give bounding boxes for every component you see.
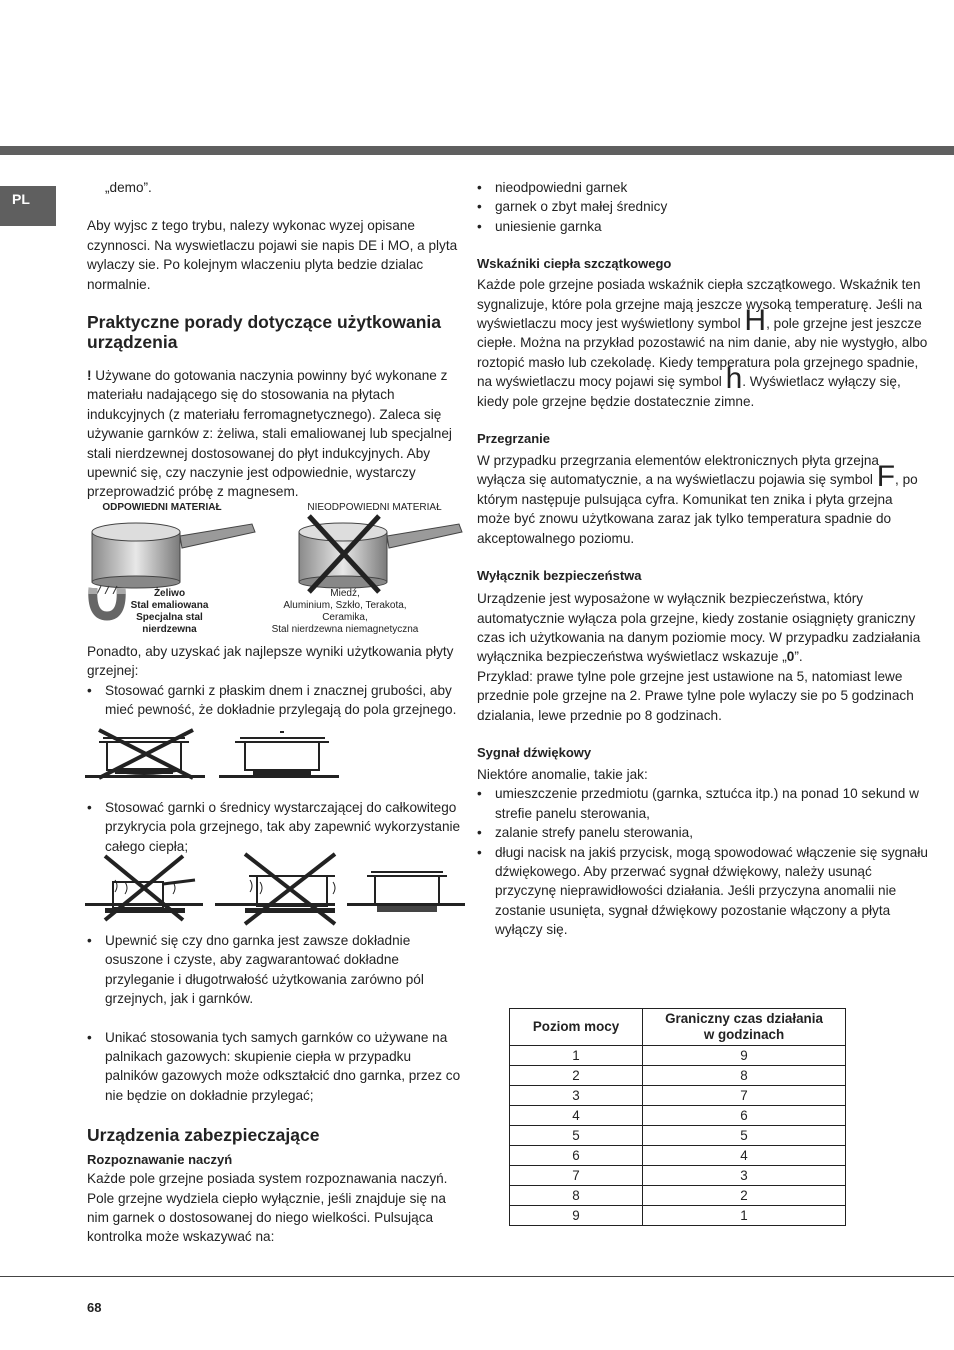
table-row xyxy=(510,1186,846,1206)
cell-level: 4 xyxy=(510,1106,643,1126)
switch-text-b: ”. xyxy=(794,649,803,665)
symbol-H: H xyxy=(744,304,767,338)
left-column xyxy=(87,178,465,502)
symbol-F: F xyxy=(876,460,896,494)
list-item: • zalanie strefy panelu sterowania, xyxy=(477,823,929,842)
material-figure xyxy=(87,500,467,640)
list-item: • garnek o zbyt małej średnicy xyxy=(477,197,929,216)
example-paragraph: Przyklad: prawe tylne pole grzejne jest ustawione na 5, natomiast lewe przednie pole grzejne na 2. Prawe tylne pole wylaczy sie po 5 godzinach dzialania, lewe przednie po 8 godzinach. xyxy=(477,668,914,723)
section-heading-tips: Praktyczne porady dotyczące użytkowania urządzenia xyxy=(87,312,442,353)
residual-text-a: Każde pole grzejne posiada wskaźnik ciepła szczątkowego. Wskaźnik ten sygnalizuje, które pola grzejne mają jeszcze wysoką temperaturę. Jeśli na wyświetlaczu mocy jest wyświetlony symbol xyxy=(477,277,923,332)
page-number: 68 xyxy=(87,1300,102,1315)
symbol-h: h xyxy=(725,362,743,396)
table-header-row xyxy=(510,1009,846,1046)
list-item: • uniesienie garnka xyxy=(477,217,929,236)
subheading-overheat: Przegrzanie xyxy=(477,431,550,447)
subheading-sound: Sygnał dźwiękowy xyxy=(477,744,592,760)
pots-illustration xyxy=(87,514,467,594)
unsuitable-material-title: NIEODPOWIEDNI MATERIAŁ xyxy=(307,502,442,513)
power-limit-table xyxy=(509,1008,846,1226)
material-item: Stal emaliowana xyxy=(130,600,209,611)
material-item: Aluminium, Szkło, Terakota, xyxy=(283,600,407,611)
suitable-materials-list xyxy=(117,588,222,636)
cell-hours: 7 xyxy=(643,1086,846,1106)
table-row xyxy=(510,1146,846,1166)
bad-pot-icon xyxy=(85,730,205,778)
exit-demo-paragraph: Aby wyjsc z tego trybu, nalezy wykonac wyzej opisane czynnosci. Na wyswietlaczu pojawi sie napis DE i MO, a plyta wylaczy sie. Po kolejnym wlaczeniu plyta bedzie dzialac normalnie. xyxy=(87,218,458,292)
material-item: Stal nierdzewna niemagnetyczna xyxy=(271,624,419,635)
tips-text: Używane do gotowania naczynia powinny być wykonane z materiału nadającego się do stosowania na płytach indukcyjnych (z materiału ferromagnetycznego). Zaleca się używanie garnków z: żeliwa, stali emaliowanej lub specjalnej stali nierdzewnej dostosowanej do płyt indukcyjnych. Aby upewnić się, czy naczynie jest odpowiednie, wystarczy przeprowadzić próbę z magnesem. xyxy=(87,368,452,500)
right-column xyxy=(477,178,929,940)
recognition-paragraph: Każde pole grzejne posiada system rozpoznawania naczyń. Pole grzejne wydziela ciepło wyłącznie, jeśli znajduje się na nim garnek o dostosowanej do niego wielkości. Pulsująca kontrolka może wskazywać na: xyxy=(87,1171,448,1245)
table-row xyxy=(510,1046,846,1066)
left-column-bottom xyxy=(87,931,465,1247)
section-heading-safety: Urządzenia zabezpieczające xyxy=(87,1125,320,1146)
best-results-paragraph: Ponadto, aby uzyskać jak najlepsze wyniki użytkowania płyty grzejnej: xyxy=(87,644,454,679)
material-item: Miedź, xyxy=(330,588,360,599)
material-item: nierdzewna xyxy=(142,624,197,635)
tip-flat-bottom: • Stosować garnki z płaskim dnem i znacznej grubości, aby mieć pewność, że dokładnie przylegają do pola grzejnego. xyxy=(87,681,465,720)
residual-heat-paragraph xyxy=(477,275,929,411)
anomalies-intro: Niektóre anomalie, takie jak: xyxy=(477,766,648,782)
right-size-pot-icon xyxy=(347,872,465,912)
tip-dry-clean: • Upewnić się czy dno garnka jest zawsze dokładnie osuszone i czyste, aby zagwarantować dokładne przyleganie i długotrwałość użytkowania zarówno pól grzejnych, jak i garnków. xyxy=(87,931,465,1009)
cell-level: 2 xyxy=(510,1066,643,1086)
residual-text-b: , pole grzejne jest jeszcze ciepłe. Można na przykład pozostawić na nim danie, aby nie wystygło, albo roztopić masło lub czekoladę. Kiedy temperatura pola grzejnego spadnie, na wyświetlaczu mocy pojawi się symbol xyxy=(477,316,928,390)
header-bar xyxy=(0,146,954,155)
cell-hours: 8 xyxy=(643,1066,846,1086)
material-item: Żeliwo xyxy=(153,588,186,599)
table-row xyxy=(510,1066,846,1086)
cell-hours: 4 xyxy=(643,1146,846,1166)
tips-paragraph xyxy=(87,366,465,502)
cell-level: 7 xyxy=(510,1166,643,1186)
good-pot-icon xyxy=(219,732,339,778)
suitable-material-title: ODPOWIEDNI MATERIAŁ xyxy=(102,502,222,513)
language-tab: PL xyxy=(0,186,56,226)
cell-level: 3 xyxy=(510,1086,643,1106)
cell-level: 9 xyxy=(510,1206,643,1226)
list-item: • długi nacisk na jakiś przycisk, mogą spowodować włączenie się sygnału dźwiękowego. Aby przerwać sygnał dźwiękowy, należy usunąć przyczynę nieprawidłowości działania. Jeśli przyczyna anomalii nie zostanie usunięta, sygnał dźwiękowy pozostanie włączony a płyta wyłączy się. xyxy=(477,843,929,940)
table-row xyxy=(510,1166,846,1186)
cell-level: 6 xyxy=(510,1146,643,1166)
header-power-level: Poziom mocy xyxy=(510,1009,643,1046)
header-line: w godzinach xyxy=(703,1027,785,1042)
subheading-residual-heat: Wskaźniki ciepła szczątkowego xyxy=(477,256,672,272)
cell-hours: 3 xyxy=(643,1166,846,1186)
overheat-text-b: , po którym następuje pulsująca cyfra. Komunikat ten znika i płyta grzejna może być znowu użytkowana zaraz jak tylko temperatura spadnie do akceptowalnego poziomu. xyxy=(477,472,918,546)
tip-diameter: • Stosować garnki o średnicy wystarczającej do całkowitego przykrycia pola grzejnego, tak aby zapewnić wykorzystanie całego ciepła; xyxy=(87,798,465,856)
demo-text: „demo”. xyxy=(105,180,152,195)
flat-bottom-illustration xyxy=(85,728,345,783)
table-row xyxy=(510,1106,846,1126)
small-pot-icon xyxy=(85,856,203,920)
subheading-recognition: Rozpoznawanie naczyń xyxy=(87,1152,233,1168)
left-bullet-2 xyxy=(87,798,465,856)
left-column-lower xyxy=(87,642,465,720)
footer-rule xyxy=(0,1276,954,1277)
cell-level: 5 xyxy=(510,1126,643,1146)
tip-gas-pots: • Unikać stosowania tych samych garnków co używane na palnikach gazowych: skupienie ciepła w przypadku palników gazowych może odkształcić dno garnka, przez co nie będzie on dokładnie przylegać; xyxy=(87,1028,465,1106)
unsuitable-materials-list xyxy=(255,588,435,636)
cell-hours: 1 xyxy=(643,1206,846,1226)
list-item: • umieszczenie przedmiotu (garnka, sztućca itp.) na ponad 10 sekund w strefie panelu sterowania, xyxy=(477,784,929,823)
material-item: Ceramika, xyxy=(322,612,368,623)
unsuitable-pot-icon xyxy=(299,516,462,592)
switch-text-a: Urządzenie jest wyposażone w wyłącznik bezpieczeństwa, który automatycznie wyłącza pola grzejne, kiedy zostanie osiągnięty graniczny czas ich użytkowania na danym poziomie mocy. W przypadku zadziałania wyłącznika bezpieczeństwa wyświetlacz wskazuje „ xyxy=(477,591,921,665)
cell-hours: 9 xyxy=(643,1046,846,1066)
cell-level: 8 xyxy=(510,1186,643,1206)
table-row xyxy=(510,1086,846,1106)
header-line: Graniczny czas działania xyxy=(665,1011,823,1026)
diameter-illustration xyxy=(85,852,465,927)
subheading-safety-switch: Wyłącznik bezpieczeństwa xyxy=(477,568,642,584)
overheat-text-a: W przypadku przegrzania elementów elektronicznych płyta grzejna wyłącza się automatycznie, a na wyświetlaczu pojawia się symbol xyxy=(477,453,879,488)
cell-level: 1 xyxy=(510,1046,643,1066)
cell-hours: 6 xyxy=(643,1106,846,1126)
table-row xyxy=(510,1206,846,1226)
overheat-paragraph xyxy=(477,451,929,548)
cell-hours: 5 xyxy=(643,1126,846,1146)
warning-mark: ! xyxy=(87,368,92,384)
zero-indicator: 0 xyxy=(786,649,795,665)
safety-switch-paragraph xyxy=(477,589,929,667)
medium-pot-icon xyxy=(215,854,335,924)
material-item: Specjalna stal xyxy=(136,612,203,623)
cell-hours: 2 xyxy=(643,1186,846,1206)
list-item: • nieodpowiedni garnek xyxy=(477,178,929,197)
header-time-limit xyxy=(643,1009,846,1046)
table-row xyxy=(510,1126,846,1146)
residual-text-c: . Wyświetlacz wyłączy się, kiedy pole grzejne będzie dostatecznie zimne. xyxy=(477,374,901,409)
